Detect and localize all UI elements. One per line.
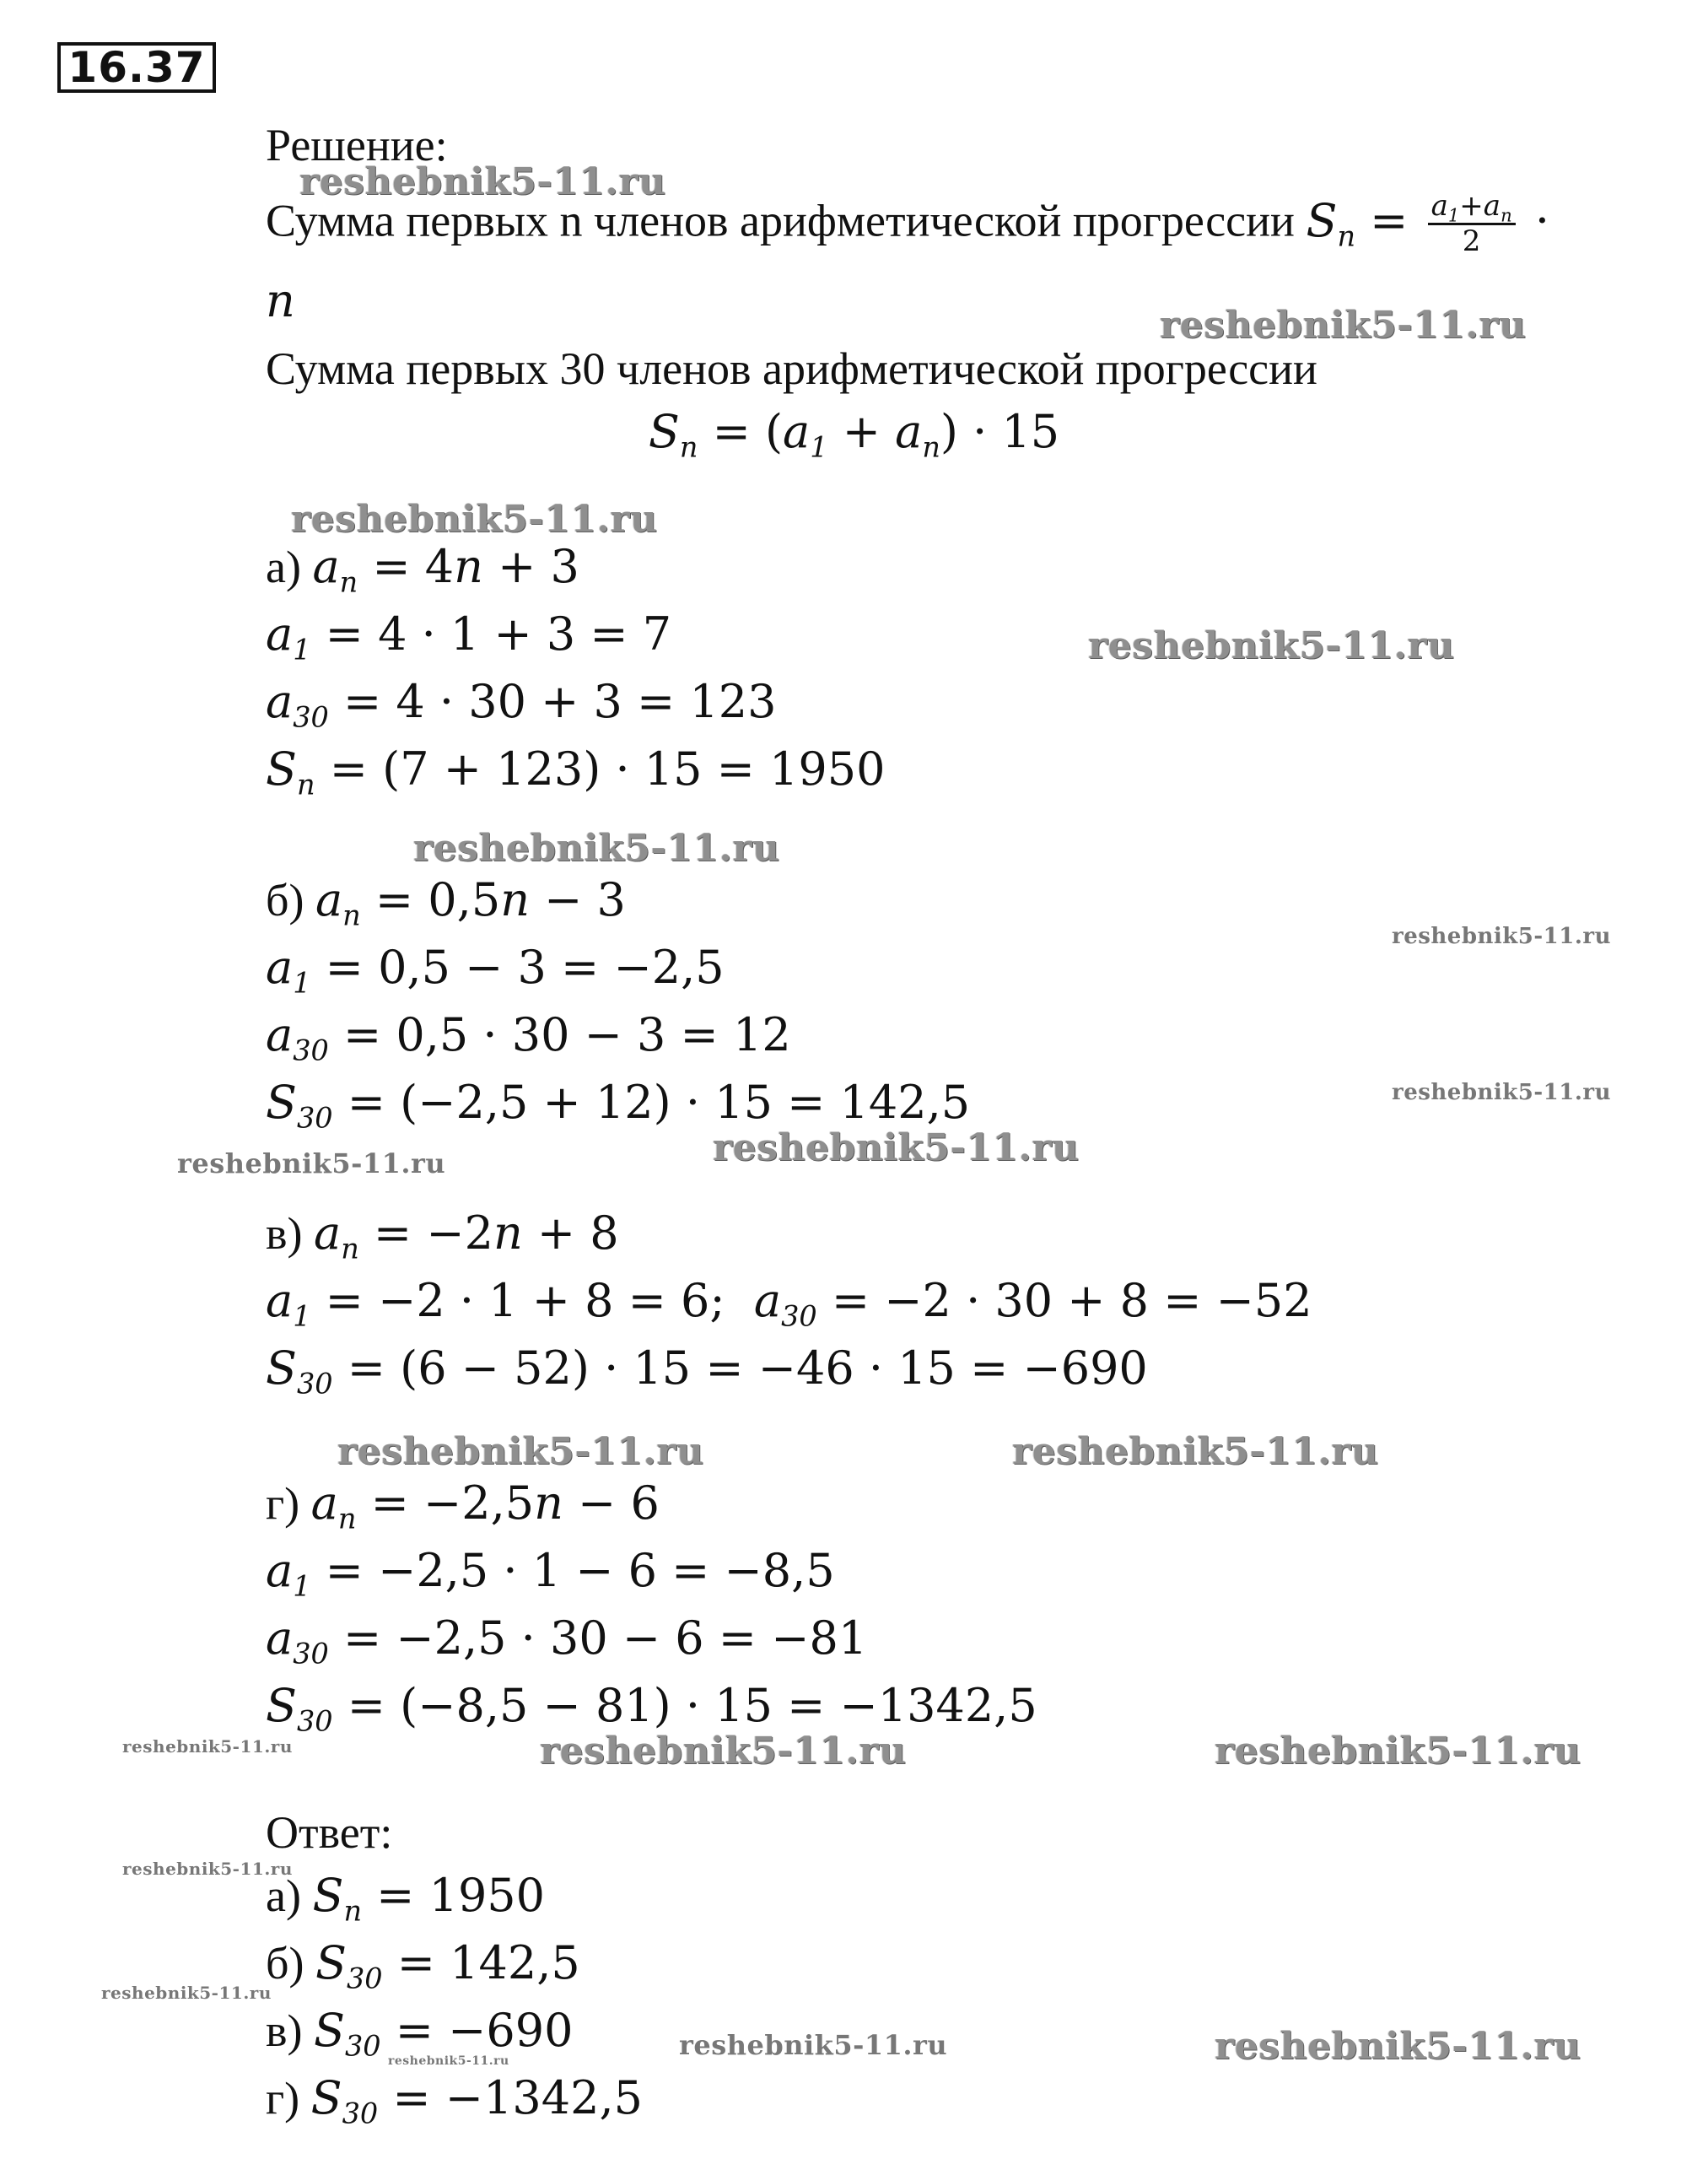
part-d-line-4: $S_{30} = (-8,5 - 81) \cdot 15 = -1342,5$ — [266, 1679, 1037, 1738]
part-b-line-2: $a_1 = 0,5 - 3 = -2,5$ — [266, 941, 725, 1000]
watermark: reshebnik5-11.ru — [1215, 2025, 1581, 2068]
part-a-line-2: $a_1 = 4 \cdot 1 + 3 = 7$ — [266, 607, 672, 667]
watermark: reshebnik5-11.ru — [1392, 1080, 1612, 1105]
part-b-label: б) — [266, 875, 304, 926]
answer-c: в) $S_{30} = -690$ — [266, 2004, 574, 2063]
sum30-formula: $S_n = (a_1 + a_n) \cdot 15$ — [648, 405, 1060, 464]
answer-d: г) $S_{30} = -1342,5$ — [266, 2071, 644, 2130]
part-d-line-3: $a_{30} = -2,5 \cdot 30 - 6 = -81$ — [266, 1611, 868, 1670]
answer-a-label: а) — [266, 1870, 301, 1921]
watermark: reshebnik5-11.ru — [1160, 304, 1527, 347]
part-a-label: а) — [266, 542, 301, 592]
formula-lhs: S — [1306, 193, 1338, 247]
part-d-line-1: г) $a_n = -2,5n - 6$ — [266, 1476, 660, 1535]
answer-a: а) $S_n = 1950$ — [266, 1869, 546, 1928]
watermark: reshebnik5-11.ru — [299, 160, 666, 203]
part-c-label: в) — [266, 1208, 303, 1259]
watermark: reshebnik5-11.ru — [122, 1859, 293, 1879]
part-d-label: г) — [266, 1478, 300, 1529]
answer-b: б) $S_{30} = 142,5$ — [266, 1936, 580, 1995]
formula-intro: Сумма первых n членов арифметической прогрессии — [266, 195, 1295, 246]
sum30-intro: Сумма первых 30 членов арифметической прогрессии — [266, 343, 1317, 394]
formula-expression: $S_n$ = $\frac{a_1+a_n}{2}$ · — [1306, 189, 1549, 259]
formula-numerator — [1428, 190, 1516, 225]
num-a: a — [1431, 189, 1448, 223]
watermark: reshebnik5-11.ru — [122, 1736, 293, 1757]
watermark: reshebnik5-11.ru — [1392, 924, 1612, 949]
answer-b-label: б) — [266, 1938, 304, 1989]
formula-denominator: 2 — [1462, 224, 1481, 259]
part-a-line-3: $a_{30} = 4 \cdot 30 + 3 = 123$ — [266, 675, 777, 734]
formula-fraction — [1428, 190, 1516, 258]
problem-number: 16.37 — [57, 42, 216, 93]
answer-c-label: в) — [266, 2005, 303, 2056]
part-b-line-3: $a_{30} = 0,5 \cdot 30 - 3 = 12$ — [266, 1008, 791, 1067]
watermark: reshebnik5-11.ru — [101, 1983, 272, 2003]
part-b-line-1: б) $a_n = 0,5n - 3$ — [266, 873, 626, 932]
watermark: reshebnik5-11.ru — [177, 1147, 446, 1179]
part-b-line-4: $S_{30} = (-2,5 + 12) \cdot 15 = 142,5$ — [266, 1076, 971, 1135]
watermark: reshebnik5-11.ru — [1012, 1430, 1379, 1473]
watermark: reshebnik5-11.ru — [1088, 624, 1455, 667]
answer-d-label: г) — [266, 2073, 300, 2124]
watermark: reshebnik5-11.ru — [337, 1430, 704, 1473]
formula-continuation: n — [266, 274, 295, 327]
part-c-line-2: $a_1 = -2 \cdot 1 + 8 = 6$; $a_{30} = -2 \cdot 30 + 8 = -52$ — [266, 1274, 1312, 1333]
formula-dot: · — [1534, 193, 1549, 247]
watermark: reshebnik5-11.ru — [679, 2029, 948, 2061]
num-plus: +a — [1459, 189, 1501, 223]
solution-label: Решение: — [266, 120, 448, 170]
part-a-line-1: а) $a_n = 4n + 3$ — [266, 540, 579, 599]
watermark: reshebnik5-11.ru — [388, 2054, 509, 2068]
part-c-line-1: в) $a_n = -2n + 8$ — [266, 1206, 619, 1266]
num-subn: n — [1501, 204, 1512, 226]
part-c-line-3: $S_{30} = (6 - 52) \cdot 15 = -46 \cdot 15 = -690$ — [266, 1341, 1148, 1401]
watermark: reshebnik5-11.ru — [1215, 1730, 1581, 1773]
watermark: reshebnik5-11.ru — [413, 827, 780, 870]
watermark: reshebnik5-11.ru — [540, 1730, 907, 1773]
part-a-line-4: $S_n = (7 + 123) \cdot 15 = 1950$ — [266, 742, 886, 801]
part-d-line-2: $a_1 = -2,5 \cdot 1 - 6 = -8,5$ — [266, 1544, 835, 1603]
formula-lhs-sub: n — [1337, 219, 1355, 253]
answer-label: Ответ: — [266, 1807, 393, 1858]
watermark: reshebnik5-11.ru — [291, 498, 658, 541]
num-sub1: 1 — [1447, 204, 1460, 226]
watermark: reshebnik5-11.ru — [713, 1126, 1080, 1169]
